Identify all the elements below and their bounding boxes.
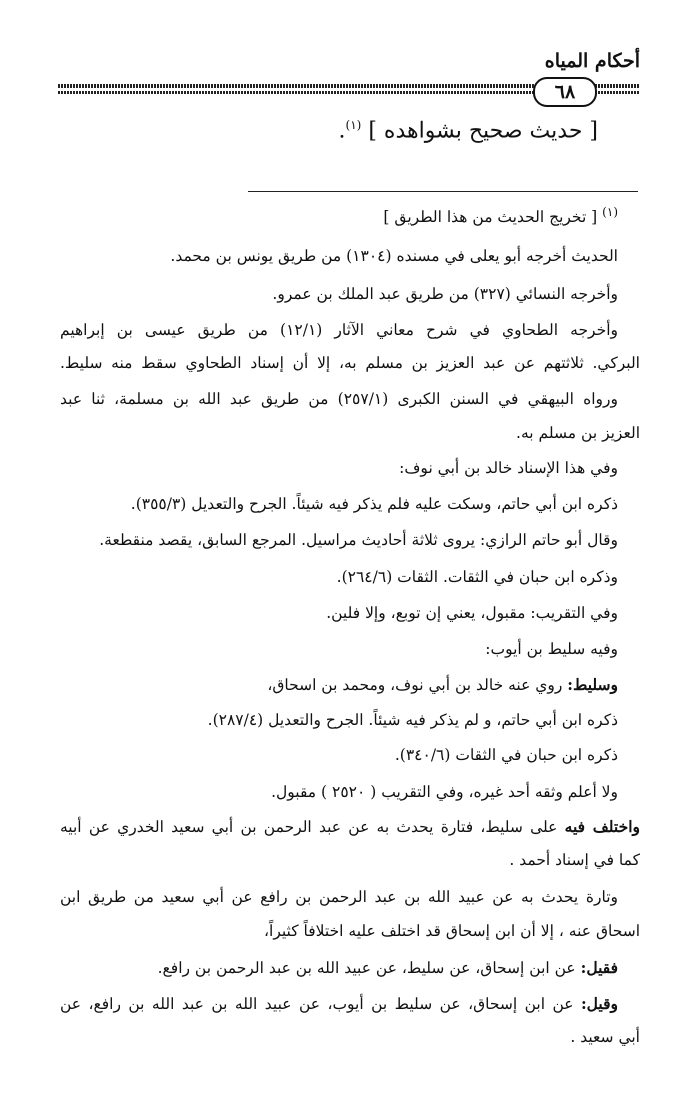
- ikhtalaf-line: [60, 817, 640, 836]
- footnote-line: وقال أبو حاتم الرازي: يروى ثلاثة أحاديث مراسيل. المرجع السابق، يقصد منقطعة.: [99, 531, 618, 549]
- footnote-line: ذكره ابن أبي حاتم، وسكت عليه فلم يذكر فيه شيئاً. الجرح والتعديل (٣٥٥/٣).: [130, 495, 618, 513]
- footnote-line: وفي التقريب: مقبول، يعني إن توبع، وإلا فلين.: [326, 604, 618, 622]
- ikhtalaf-label: واختلف فيه: [564, 817, 640, 836]
- hadith-verdict-line: [339, 118, 598, 143]
- hadith-verdict: [ حديث صحيح بشواهده ]: [368, 118, 598, 144]
- ikhtalaf-text: على سليط، فتارة يحدث به عن عبد الرحمن بن أبي سعيد الخدري عن أبيه: [60, 818, 558, 836]
- faqil-line: [60, 958, 618, 977]
- footnote-heading-text: [ تخريج الحديث من هذا الطريق ]: [383, 208, 598, 227]
- footnote-line: وتارة يحدث به عن عبيد الله بن عبد الرحمن بن رافع عن أبي سعيد من طريق ابن: [60, 888, 618, 906]
- footnote-ref: (١): [345, 118, 362, 132]
- waqil-label: وقيل:: [580, 994, 618, 1013]
- faqil-label: فقيل:: [580, 958, 618, 977]
- footnote-line: ذكره ابن حبان في الثقات (٣٤٠/٦).: [394, 746, 618, 764]
- footnote-line: ذكره ابن أبي حاتم، و لم يذكر فيه شيئاً. الجرح والتعديل (٢٨٧/٤).: [207, 711, 618, 729]
- header-title: أحكام المياه: [544, 50, 640, 72]
- sulait-text: روي عنه خالد بن أبي نوف، ومحمد بن اسحاق،: [267, 676, 563, 694]
- footnote-separator: [248, 191, 638, 192]
- footnote-line: وفيه سليط بن أيوب:: [485, 640, 618, 658]
- footnote-line: وفي هذا الإسناد خالد بن أبي نوف:: [399, 459, 618, 477]
- page-number: ٦٨: [533, 77, 597, 107]
- footnote-line: وأخرجه النسائي (٣٢٧) من طريق عبد الملك بن عمرو.: [272, 285, 618, 303]
- faqil-text: عن ابن إسحاق، عن سليط، عن عبيد الله بن عبد الرحمن بن رافع.: [157, 959, 576, 977]
- footnote-line: وأخرجه الطحاوي في شرح معاني الآثار (١٢/١) من طريق عيسى بن إبراهيم: [60, 321, 618, 339]
- verdict-period: .: [338, 118, 346, 144]
- sulait-line: [60, 675, 618, 694]
- sulait-label: وسليط:: [567, 675, 618, 694]
- footnote-line: البركي. ثلاثتهم عن عبد العزيز بن مسلم به، إلا أن إسناد الطحاوي سقط منه سليط.: [60, 354, 640, 372]
- footnote-line: أبي سعيد .: [570, 1028, 640, 1046]
- footnote-line: وذكره ابن حبان في الثقات. الثقات (٢٦٤/٦).: [336, 568, 618, 586]
- footnote-line: الحديث أخرجه أبو يعلى في مسنده (١٣٠٤) من طريق يونس بن محمد.: [170, 247, 618, 265]
- footnote-line: ولا أعلم وثقه أحد غيره، وفي التقريب ( ٢٥٢٠ ) مقبول.: [271, 783, 618, 801]
- waqil-line: [60, 994, 618, 1013]
- footnote-heading: [38, 205, 618, 226]
- footnote-line: العزيز بن مسلم به.: [516, 424, 640, 442]
- footnote-line: كما في إسناد أحمد .: [509, 851, 640, 869]
- footnote-marker: (١): [602, 205, 618, 219]
- footnote-line: اسحاق عنه ، إلا أن ابن إسحاق قد اختلف عليه اختلافاً كثيراً،: [264, 922, 640, 940]
- waqil-text: عن ابن إسحاق، عن سليط بن أيوب، عن عبيد الله بن عبد الله بن رافع، عن: [60, 995, 574, 1013]
- footnote-line: ورواه البيهقي في السنن الكبرى (٢٥٧/١) من طريق عبد الله بن مسلمة، ثنا عبد: [60, 390, 619, 408]
